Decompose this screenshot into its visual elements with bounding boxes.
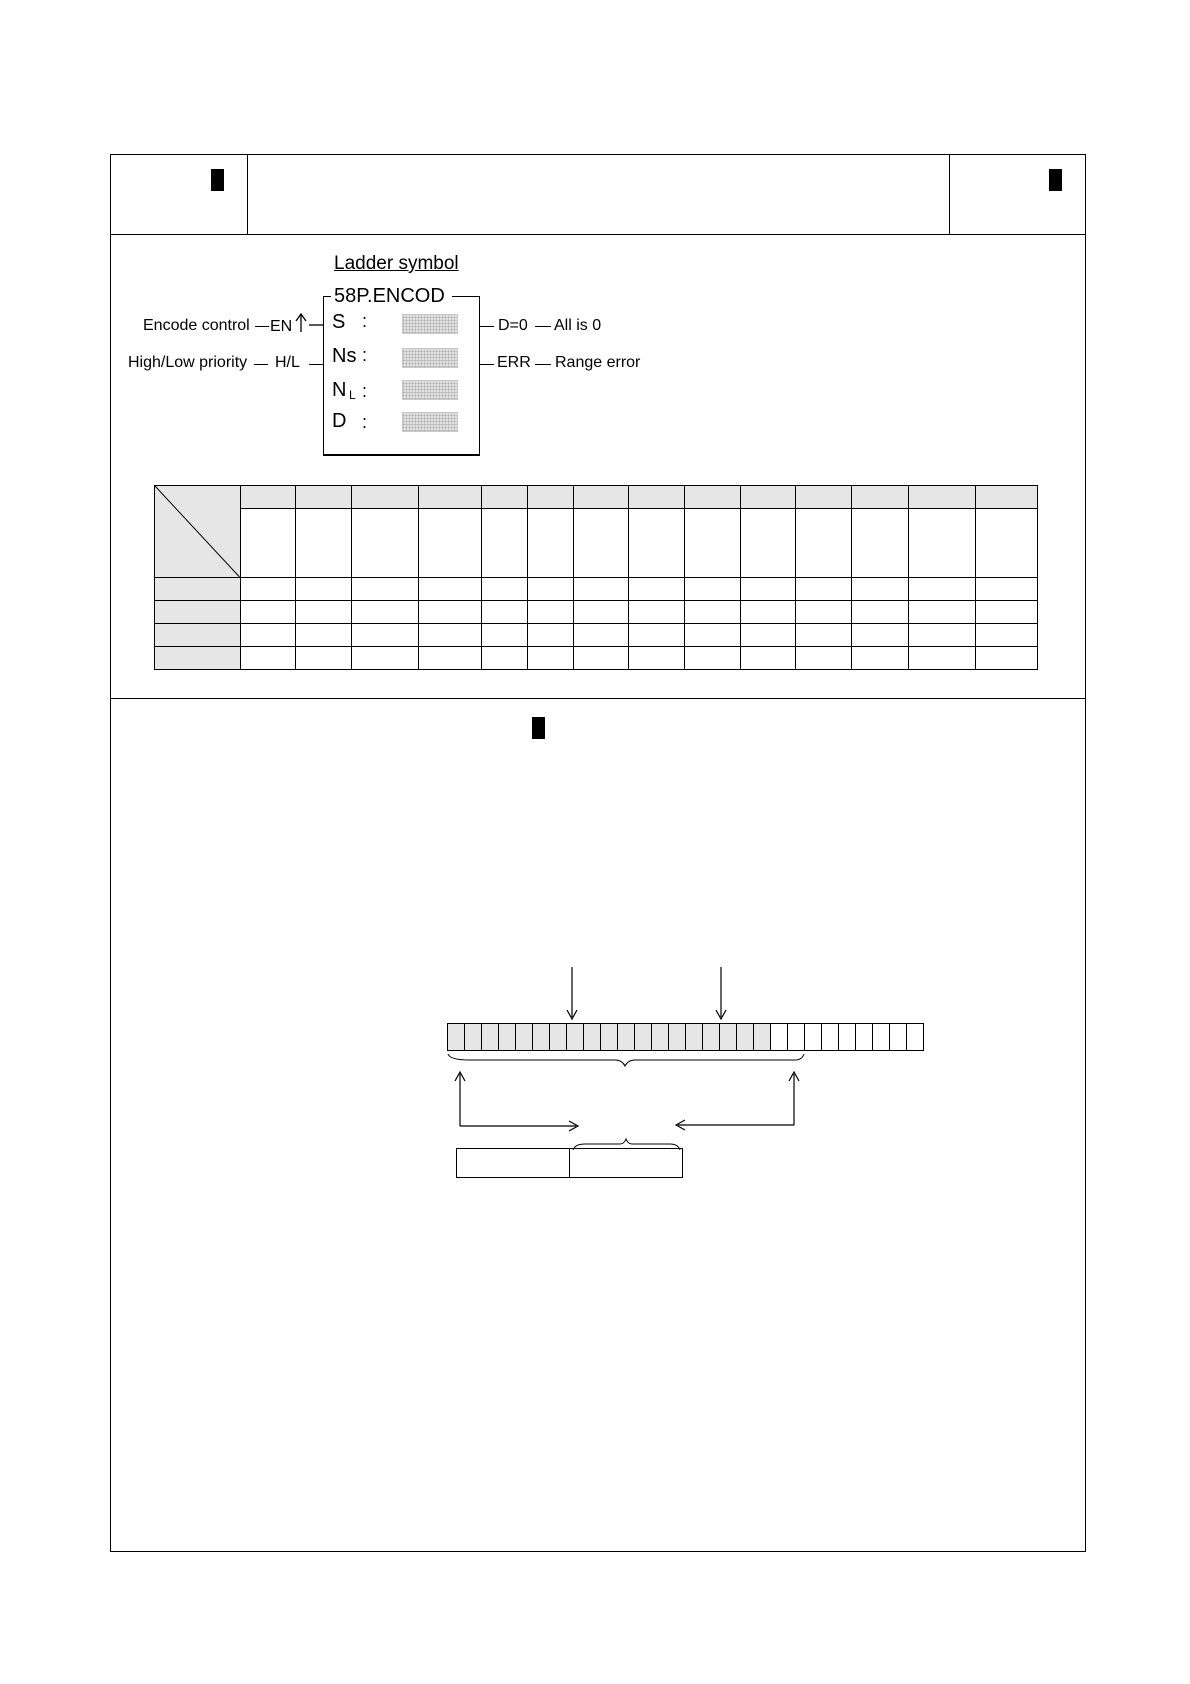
result-word-high xyxy=(456,1148,570,1178)
table-row xyxy=(155,578,1038,601)
section-divider xyxy=(110,698,1086,699)
output-d0-pin: D=0 xyxy=(498,317,528,334)
output-d0-label: All is 0 xyxy=(554,317,602,334)
table-row xyxy=(155,647,1038,670)
ladder-title: Ladder symbol xyxy=(334,253,459,274)
operand-nl-subscript: L xyxy=(349,388,356,402)
operand-nl: N xyxy=(332,379,347,401)
header-left-divider xyxy=(247,154,248,234)
operand-d-field[interactable] xyxy=(402,412,458,432)
input-hl-pin: H/L xyxy=(275,354,300,371)
header-divider xyxy=(110,234,1086,235)
instruction-name: 58P.ENCOD xyxy=(334,285,445,307)
header-left-mark xyxy=(211,169,224,191)
input-hl-label: High/Low priority xyxy=(128,354,248,371)
operand-s-field[interactable] xyxy=(402,314,458,334)
pointer-arrows xyxy=(560,965,720,1027)
input-en-label: Encode control xyxy=(143,317,250,334)
output-err-label: Range error xyxy=(555,354,641,371)
bit-register xyxy=(447,1023,924,1051)
table-row xyxy=(155,601,1038,624)
output-err-pin: ERR xyxy=(497,354,531,371)
section-mark xyxy=(532,717,545,739)
end-pointer-arrow-icon xyxy=(714,965,728,1027)
operand-nl-field[interactable] xyxy=(402,380,458,400)
operand-table xyxy=(154,485,1038,670)
diagonal-line-icon xyxy=(155,486,240,577)
table-row xyxy=(155,624,1038,647)
operand-s: S xyxy=(332,311,346,333)
header-right-divider xyxy=(949,154,950,234)
operand-ns: Ns xyxy=(332,345,357,367)
table-corner-cell xyxy=(155,486,241,578)
operand-ns-field[interactable] xyxy=(402,348,458,368)
result-word-low xyxy=(569,1148,683,1178)
rising-edge-arrow-icon xyxy=(295,312,323,334)
input-en-pin: EN xyxy=(270,318,293,335)
operand-d: D xyxy=(332,410,347,432)
header-right-mark xyxy=(1049,169,1062,191)
